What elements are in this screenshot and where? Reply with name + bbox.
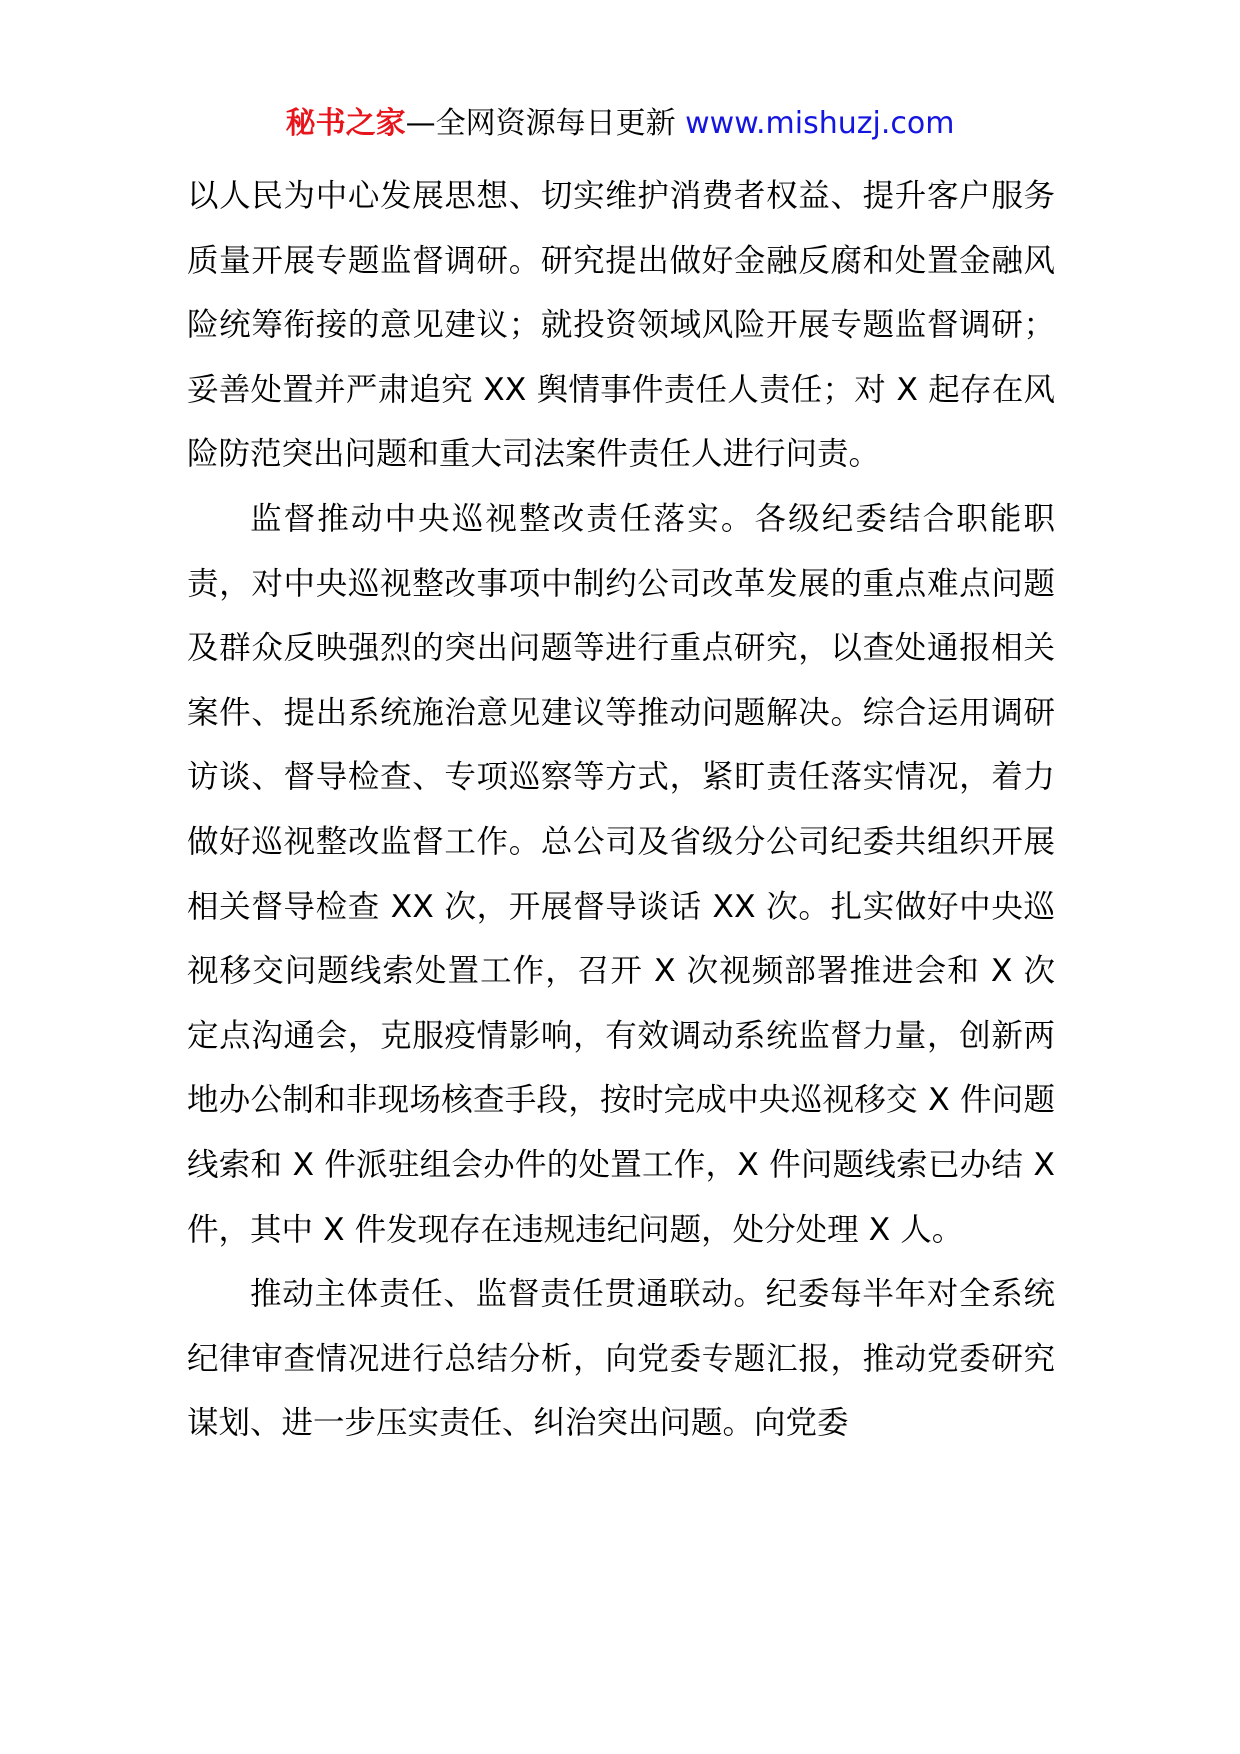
document-body — [187, 164, 1055, 1456]
paragraph-3: 推动主体责任、监督责任贯通联动。纪委每半年对全系统纪律审查情况进行总结分析，向党委专题汇报，推动党委研究谋划、进一步压实责任、纠治突出问题。向党委 — [187, 1276, 1055, 1442]
site-header — [0, 104, 1240, 144]
paragraph-2: 监督推动中央巡视整改责任落实。各级纪委结合职能职责，对中央巡视整改事项中制约公司改革发展的重点难点问题及群众反映强烈的突出问题等进行重点研究，以查处通报相关案件、提出系统施治意见建议等推动问题解决。综合运用调研访谈、督导检查、专项巡察等方式，紧盯责任落实情况，着力做好巡视整改监督工作。总公司及省级分公司纪委共组织开展相关督导检查 XX 次，开展督导谈话 XX 次。扎实做好中央巡视移交问题线索处置工作，召开 X 次视频部署推进会和 X 次定点沟通会，克服疫情影响，有效调动系统监督力量，创新两地办公制和非现场核查手段，按时完成中央巡视移交 X 件问题线索和 X 件派驻组会办件的处置工作，X 件问题线索已办结 X 件，其中 X 件发现存在违规违纪问题，处分处理 X 人。 — [187, 500, 1055, 1248]
site-brand: 秘书之家 — [285, 106, 406, 141]
site-tagline: —全网资源每日更新 — [405, 106, 676, 141]
site-url-link[interactable]: www.mishuzj.com — [685, 106, 955, 141]
paragraph-1: 以人民为中心发展思想、切实维护消费者权益、提升客户服务质量开展专题监督调研。研究提出做好金融反腐和处置金融风险统筹衔接的意见建议；就投资领域风险开展专题监督调研；妥善处置并严肃追究 XX 舆情事件责任人责任；对 X 起存在风险防范突出问题和重大司法案件责任人进行问责。 — [187, 178, 1055, 473]
